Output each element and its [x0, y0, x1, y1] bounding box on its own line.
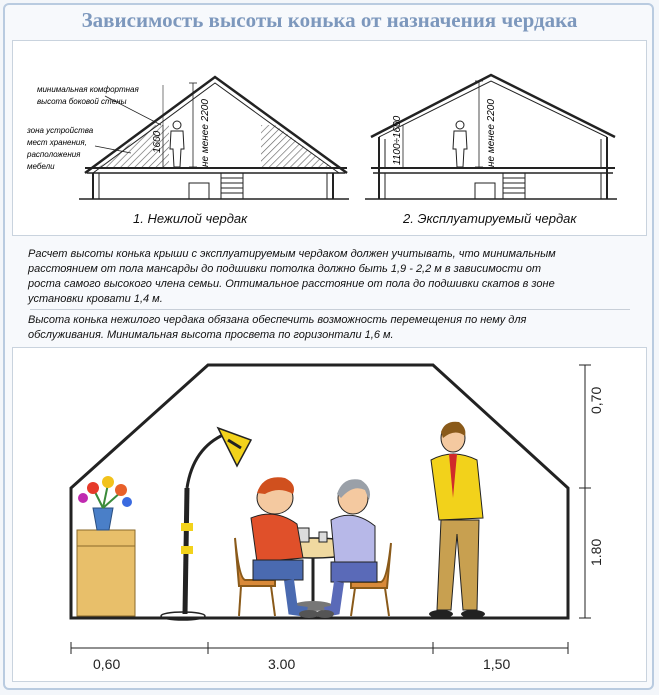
- dim-width-center-label: 3.00: [268, 656, 296, 672]
- label-min-wall-line2: высота боковой стены: [37, 97, 127, 106]
- room-outline: [71, 365, 568, 618]
- paragraph-separator: [30, 309, 630, 310]
- dim-label-1600: 1600: [152, 130, 163, 153]
- caption-unused-attic: 1. Нежилой чердак: [133, 211, 248, 226]
- label-storage-line1: зона устройства: [27, 126, 94, 135]
- paragraph-nonresidential: [28, 313, 526, 343]
- storage-zone-right: [261, 125, 331, 167]
- paragraph1-line: установки кровати 1,4 м.: [28, 293, 163, 305]
- label-min-wall-line1: минимальная комфортная: [37, 85, 139, 94]
- paragraph1-line: роста самого высокого члена семьи. Оптимальное расстояние от пола до подшивки скатов в зоне: [28, 278, 555, 290]
- cabinet: [77, 530, 135, 616]
- page-title: Зависимость высоты конька от назначения чердака: [81, 8, 578, 32]
- caption-used-attic: 2. Эксплуатируемый чердак: [403, 211, 577, 226]
- paragraph1-line: Расчет высоты конька крыши с эксплуатируемым чердаком должен учитывать, что минимальным: [28, 248, 556, 260]
- dim-width-left-label: 0,60: [93, 656, 121, 672]
- attic-sections-diagram: [13, 41, 648, 237]
- attic-sections-panel: [12, 40, 647, 236]
- person-figure-1: [170, 121, 184, 167]
- paragraph2-line: обслуживания. Минимальная высота просвета по горизонтали 1,6 м.: [28, 329, 394, 341]
- label-storage-line3: расположения: [27, 150, 81, 159]
- dim-height-main-label: 1.80: [588, 538, 604, 566]
- dim-width-right-label: 1,50: [483, 656, 511, 672]
- dim-label-2200-right: не менее 2200: [486, 99, 497, 167]
- room-section-panel: [12, 347, 647, 682]
- person-figure-2: [453, 121, 467, 167]
- label-storage-line2: мест хранения,: [27, 138, 87, 147]
- paragraph2-line: Высота конька нежилого чердака обязана обеспечить возможность перемещения по нему для: [28, 314, 527, 326]
- paragraph1-line: расстоянием от пола мансарды до подшивки потолка должно быть 1,9 - 2,2 м в зависимости от: [28, 263, 542, 275]
- dim-label-1100-1600: 1100÷1600: [392, 115, 403, 165]
- paragraph-residential: [28, 247, 556, 307]
- house-1-section: [26, 77, 349, 199]
- room-section-diagram: [13, 348, 648, 683]
- label-storage-line4: мебели: [27, 162, 55, 171]
- dim-label-2200-left: не менее 2200: [200, 99, 211, 167]
- width-dimension: [71, 642, 568, 654]
- dim-height-top-label: 0,70: [588, 386, 604, 414]
- house-2-section: [365, 75, 617, 199]
